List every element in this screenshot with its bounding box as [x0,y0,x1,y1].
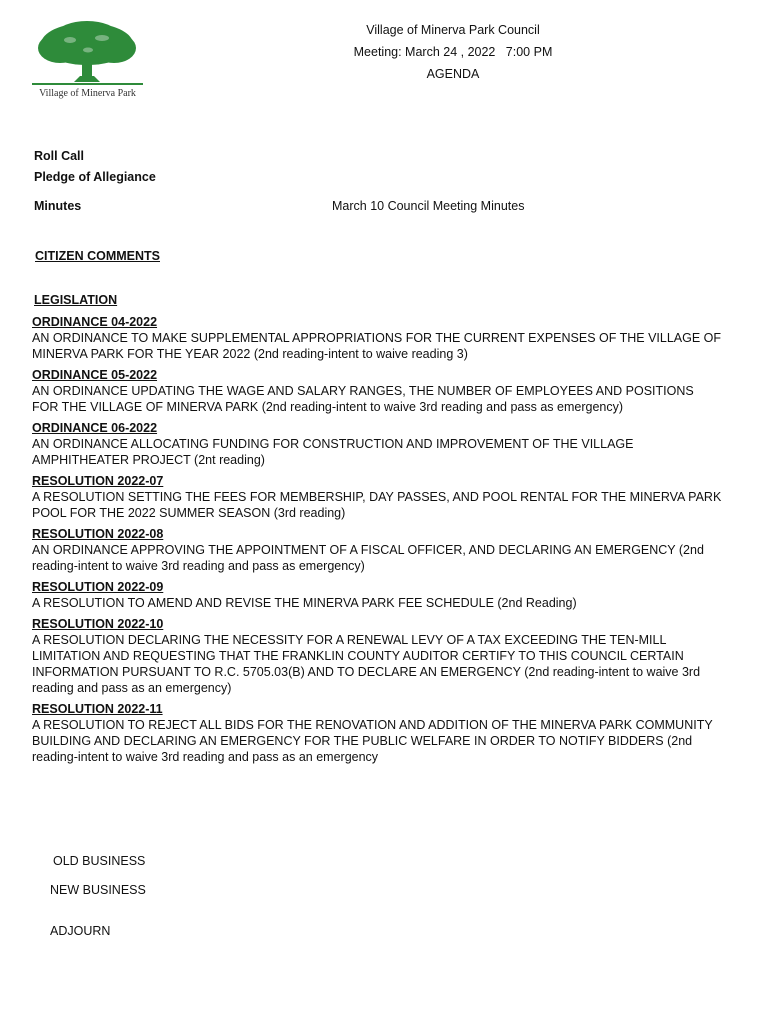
item-text: AN ORDINANCE ALLOCATING FUNDING FOR CONSTRUCTION AND IMPROVEMENT OF THE VILLAGE AMPHITHEATER PROJECT (2nt reading) [32,437,634,467]
legislation-item [32,617,722,696]
legislation-item [32,580,722,611]
item-heading: ORDINANCE 06-2022 [32,421,158,435]
legislation-item [32,474,722,521]
pledge-of-allegiance: Pledge of Allegiance [34,170,156,184]
tree-icon [30,20,145,88]
agenda-header [320,19,586,85]
item-text: A RESOLUTION TO AMEND AND REVISE THE MINERVA PARK FEE SCHEDULE (2nd Reading) [32,596,577,610]
item-heading: ORDINANCE 05-2022 [32,368,158,382]
legislation-item [32,421,722,468]
legislation-item [32,368,722,415]
logo-caption: Village of Minerva Park [39,88,136,99]
item-heading: RESOLUTION 2022-08 [32,527,164,541]
legislation-item [32,315,722,362]
item-text: A RESOLUTION DECLARING THE NECESSITY FOR A RENEWAL LEVY OF A TAX EXCEEDING THE TEN-MILL LIMITATION AND REQUESTING THAT THE FRANKLIN COUNTY AUDITOR CERTIFY TO THIS COUNCIL CERTAIN INFORMATION PURSUANT TO R.C. 5705.03(B) AND TO DECLARE AN EMERGENCY (2nd reading-intent to waive 3rd reading and pass as an emergency) [32,633,701,695]
item-heading: RESOLUTION 2022-10 [32,617,164,631]
agenda-title: AGENDA [426,67,480,81]
item-heading: RESOLUTION 2022-11 [32,702,163,716]
item-heading: RESOLUTION 2022-09 [32,580,164,594]
item-text: A RESOLUTION TO REJECT ALL BIDS FOR THE RENOVATION AND ADDITION OF THE MINERVA PARK COMMUNITY BUILDING AND DECLARING AN EMERGENCY FOR THE PUBLIC WELFARE IN ORDER TO NOTIFY BIDDERS (2nd reading-intent to waive 3rd reading and pass as an emergency [32,718,713,764]
item-text: AN ORDINANCE UPDATING THE WAGE AND SALARY RANGES, THE NUMBER OF EMPLOYEES AND POSITIONS FOR THE VILLAGE OF MINERVA PARK (2nd reading-intent to waive 3rd reading and pass as emergency) [32,384,694,414]
legislation-list [32,315,722,771]
legislation-item [32,702,722,765]
village-logo [30,20,145,102]
meeting-date: Meeting: March 24 , 2022 7:00 PM [353,45,553,59]
item-text: AN ORDINANCE APPROVING THE APPOINTMENT OF A FISCAL OFFICER, AND DECLARING AN EMERGENCY (2nd reading-intent to waive 3rd reading and pass as emergency) [32,543,704,573]
minutes-value: March 10 Council Meeting Minutes [332,199,525,213]
item-heading: ORDINANCE 04-2022 [32,315,158,329]
item-heading: RESOLUTION 2022-07 [32,474,164,488]
adjourn: ADJOURN [50,924,111,938]
council-name: Village of Minerva Park Council [366,23,540,37]
citizen-comments: CITIZEN COMMENTS [35,249,160,263]
old-business: OLD BUSINESS [53,854,146,868]
legislation-title: LEGISLATION [34,293,118,307]
new-business: NEW BUSINESS [50,883,146,897]
legislation-item [32,527,722,574]
item-text: A RESOLUTION SETTING THE FEES FOR MEMBERSHIP, DAY PASSES, AND POOL RENTAL FOR THE MINERVA PARK POOL FOR THE 2022 SUMMER SEASON (3rd reading) [32,490,722,520]
minutes-label: Minutes [34,199,82,213]
roll-call: Roll Call [34,149,85,163]
item-text: AN ORDINANCE TO MAKE SUPPLEMENTAL APPROPRIATIONS FOR THE CURRENT EXPENSES OF THE VILLAGE OF MINERVA PARK FOR THE YEAR 2022 (2nd reading-intent to waive reading 3) [32,331,722,361]
